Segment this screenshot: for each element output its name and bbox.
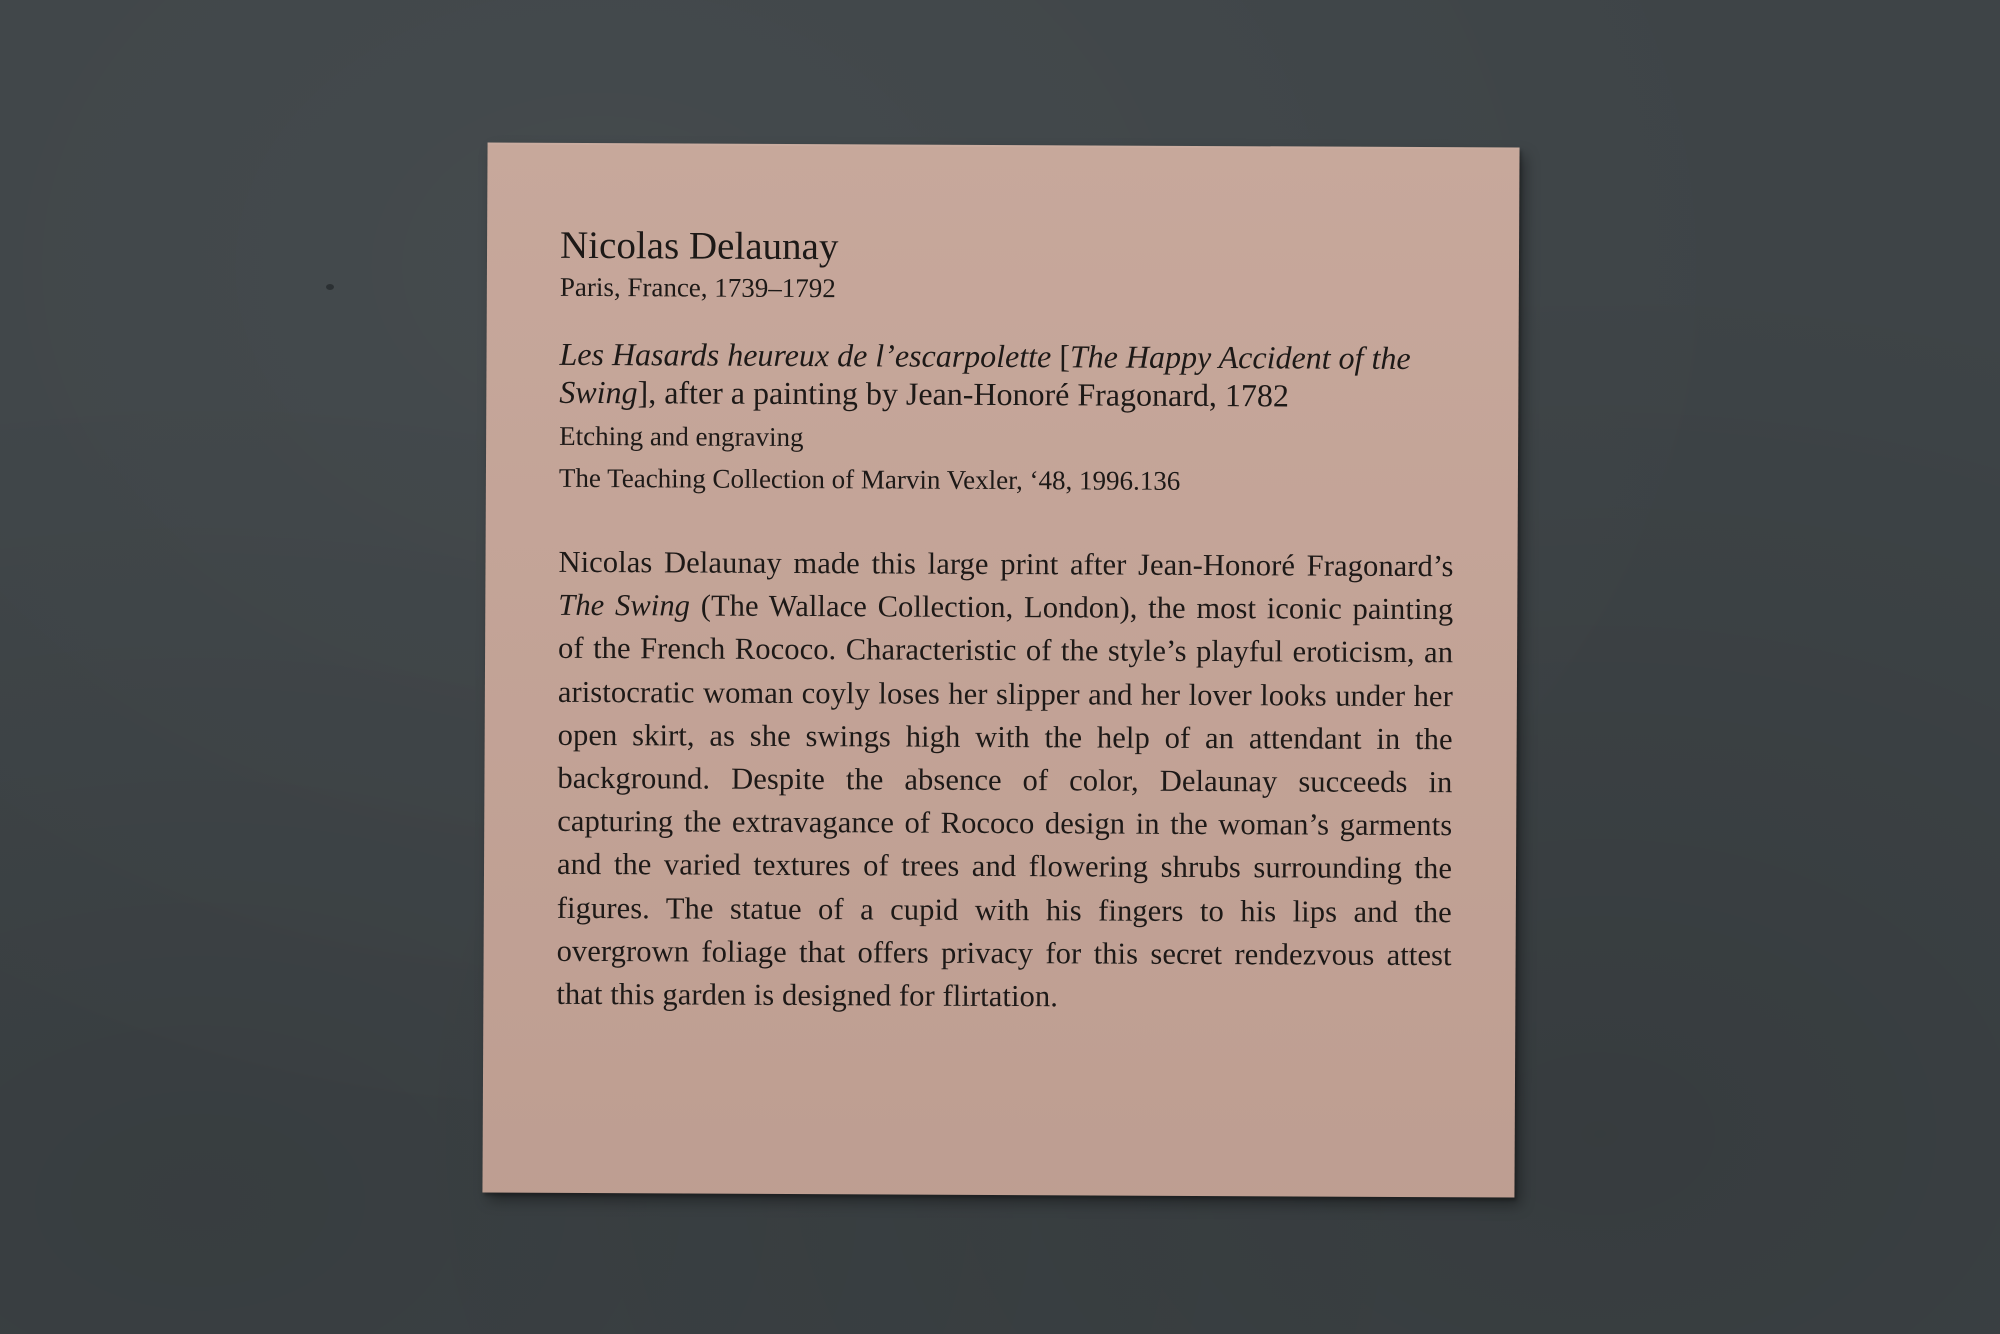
museum-wall-label bbox=[482, 142, 1519, 1197]
description-text-2: (The Wallace Collection, London), the most iconic painting of the French Rococo. Characteristic of the style’s playful eroticism, an aristocratic woman coyly loses her slipper and her lover looks under her open skirt, as she swings high with the help of an attendant in the background. Despite the absence of color, Delaunay succeeds in capturing the extravagance of Rococo design in the woman’s garments and the varied textures of trees and flowering shrubs surrounding the figures. The statue of a cupid with his fingers to his lips and the overgrown foliage that offers privacy for this secret rendezvous attest that this garden is designed for flirtation. bbox=[556, 588, 1454, 1014]
artwork-medium: Etching and engraving bbox=[559, 420, 804, 453]
description-text-1: Nicolas Delaunay made this large print after Jean-Honoré Fragonard’s bbox=[558, 544, 1454, 584]
artwork-title bbox=[559, 335, 1454, 415]
wall-speck bbox=[326, 284, 334, 290]
artist-name: Nicolas Delaunay bbox=[559, 223, 839, 269]
artwork-title-attribution: ], after a painting by Jean-Honoré Fragonard, 1782 bbox=[637, 374, 1290, 414]
artist-life-dates: Paris, France, 1739–1792 bbox=[559, 271, 836, 304]
label-content bbox=[556, 223, 1455, 1021]
artwork-title-french: Les Hasards heureux de l’escarpolette bbox=[559, 335, 1052, 375]
artwork-title-english: The Happy Accident of the Swing bbox=[559, 338, 1411, 411]
artwork-description bbox=[556, 541, 1453, 1021]
description-italic-title: The Swing bbox=[558, 588, 691, 623]
title-bracket-open: [ bbox=[1051, 338, 1071, 375]
artwork-credit-line: The Teaching Collection of Marvin Vexler, ‘48, 1996.136 bbox=[558, 462, 1181, 496]
